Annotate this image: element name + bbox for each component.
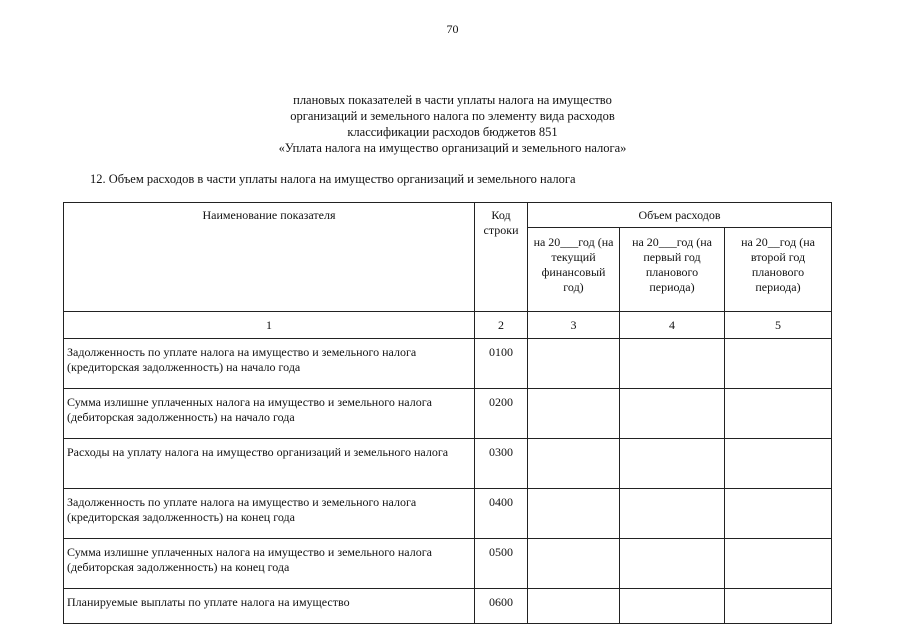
column-number: 2 <box>475 312 528 339</box>
row-indicator-name: Задолженность по уплате налога на имущество и земельного налога (кредиторская задолженность) на конец года <box>64 489 475 539</box>
value-cell-second-plan[interactable] <box>725 339 832 389</box>
value-cell-second-plan[interactable] <box>725 439 832 489</box>
value-cell-first-plan[interactable] <box>620 589 725 624</box>
row-indicator-name: Расходы на уплату налога на имущество организаций и земельного налога <box>64 439 475 489</box>
value-cell-current[interactable] <box>528 389 620 439</box>
column-number: 3 <box>528 312 620 339</box>
value-cell-current[interactable] <box>528 339 620 389</box>
caption-line: классификации расходов бюджетов 851 <box>347 125 558 139</box>
value-cell-second-plan[interactable] <box>725 589 832 624</box>
page-number: 70 <box>446 22 459 36</box>
value-cell-first-plan[interactable] <box>620 439 725 489</box>
table-row <box>64 339 832 389</box>
value-cell-first-plan[interactable] <box>620 489 725 539</box>
row-code: 0100 <box>475 339 528 389</box>
value-cell-current[interactable] <box>528 439 620 489</box>
caption-line: «Уплата налога на имущество организаций и земельного налога» <box>278 141 627 155</box>
expense-volume-table <box>63 202 832 624</box>
header-year-second-plan: на 20__год (на второй год планового периода) <box>725 228 832 312</box>
value-cell-second-plan[interactable] <box>725 389 832 439</box>
row-code: 0500 <box>475 539 528 589</box>
row-indicator-name: Планируемые выплаты по уплате налога на имущество <box>64 589 475 624</box>
row-code: 0200 <box>475 389 528 439</box>
value-cell-current[interactable] <box>528 539 620 589</box>
table-row <box>64 389 832 439</box>
value-cell-first-plan[interactable] <box>620 339 725 389</box>
column-number: 5 <box>725 312 832 339</box>
value-cell-first-plan[interactable] <box>620 539 725 589</box>
column-number: 4 <box>620 312 725 339</box>
header-expense-volume: Объем расходов <box>528 203 832 228</box>
value-cell-second-plan[interactable] <box>725 489 832 539</box>
row-code: 0400 <box>475 489 528 539</box>
row-code: 0600 <box>475 589 528 624</box>
caption-line: плановых показателей в части уплаты налога на имущество <box>293 93 612 107</box>
value-cell-current[interactable] <box>528 489 620 539</box>
row-indicator-name: Сумма излишне уплаченных налога на имущество и земельного налога (дебиторская задолженность) на конец года <box>64 539 475 589</box>
header-year-first-plan: на 20___год (на первый год планового периода) <box>620 228 725 312</box>
table-row <box>64 489 832 539</box>
header-year-current: на 20___год (на текущий финансовый год) <box>528 228 620 312</box>
table-header-row <box>64 203 832 228</box>
table-row <box>64 439 832 489</box>
row-code: 0300 <box>475 439 528 489</box>
document-caption <box>0 92 905 156</box>
table-row <box>64 539 832 589</box>
row-indicator-name: Задолженность по уплате налога на имущество и земельного налога (кредиторская задолженность) на начало года <box>64 339 475 389</box>
header-indicator-name: Наименование показателя <box>64 203 475 312</box>
caption-line: организаций и земельного налога по элементу вида расходов <box>290 109 615 123</box>
value-cell-current[interactable] <box>528 589 620 624</box>
value-cell-first-plan[interactable] <box>620 389 725 439</box>
column-number: 1 <box>64 312 475 339</box>
row-indicator-name: Сумма излишне уплаченных налога на имущество и земельного налога (дебиторская задолженность) на начало года <box>64 389 475 439</box>
section-heading: 12. Объем расходов в части уплаты налога на имущество организаций и земельного налога <box>90 172 576 186</box>
value-cell-second-plan[interactable] <box>725 539 832 589</box>
column-number-row <box>64 312 832 339</box>
table-row <box>64 589 832 624</box>
header-row-code: Код строки <box>475 203 528 312</box>
